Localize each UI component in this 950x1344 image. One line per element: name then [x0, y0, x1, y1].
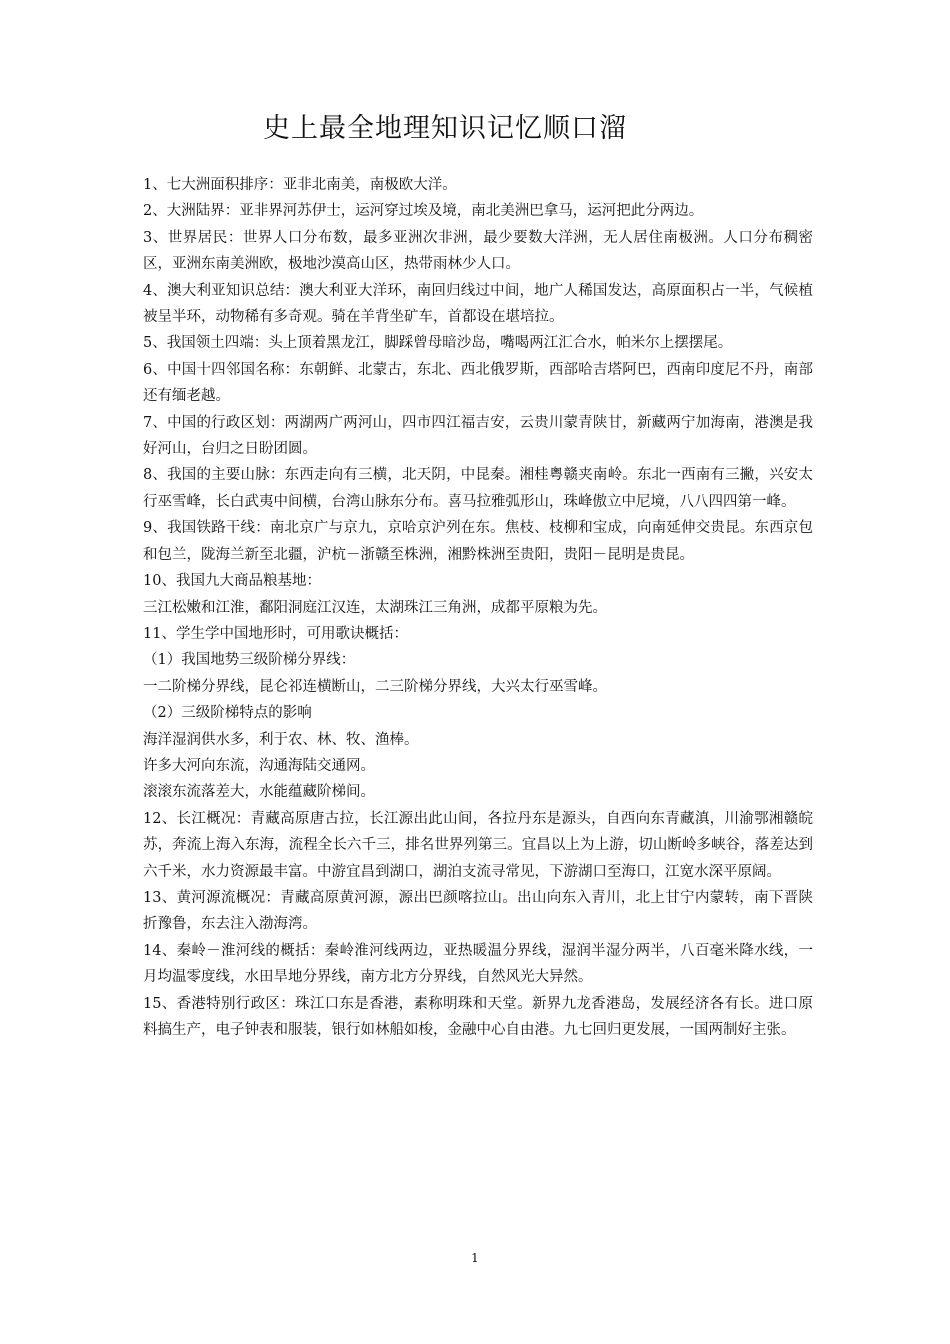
paragraph-10: 10、我国九大商品粮基地：	[143, 573, 321, 590]
document-title: 史上最全地理知识记忆顺口溜	[263, 113, 627, 144]
paragraph-22: 15、香港特别行政区：珠江口东是香港，素称明珠和天堂。新界九龙香港岛，发展经济各有长。进口原料搞生产，电子钟表和服装，银行如林船如梭，金融中心自由港。九七回归更发展，一国两制好主张。	[143, 995, 813, 1038]
paragraph-20: 13、黄河源流概况：青藏高原黄河源，源出巴颜喀拉山。出山向东入青川，北上甘宁内蒙转，南下晋陕折豫鲁，东去注入渤海湾。	[143, 889, 813, 933]
paragraph-4: 4、澳大利亚知识总结：澳大利亚大洋环，南回归线过中间，地广人稀国发达，高原面积占一半，气候植被呈半环，动物稀有多奇观。骑在羊背坐矿车，首都设在堪培拉。	[143, 282, 813, 326]
paragraph-7: 7、中国的行政区划：两湖两广两河山，四市四江福吉安，云贵川蒙青陕甘，新藏两宁加海南，港澳是我好河山，台归之日盼团圆。	[143, 414, 813, 458]
paragraph-14: 一二阶梯分界线，昆仑祁连横断山，二三阶梯分界线，大兴太行巫雪峰。	[143, 678, 607, 695]
paragraph-11: 三江松嫩和江淮，鄱阳洞庭江汉连，太湖珠江三角洲，成都平原粮为先。	[143, 599, 607, 616]
paragraph-15: （2）三级阶梯特点的影响	[143, 705, 312, 722]
document-body	[143, 172, 813, 1043]
paragraph-19: 12、长江概况：青藏高原唐古拉，长江源出此山间，各拉丹东是源头，自西向东青藏滇，川渝鄂湘赣皖苏，奔流上海入东海，流程全长六千三，排名世界列第三。宜昌以上为上游，切山断岭多峡谷，落差达到六千米，水力资源最丰富。中游宜昌到湖口，湖泊支流寻常见，下游湖口至海口，江宽水深平原阔。	[143, 810, 813, 880]
page-number: 1	[471, 1251, 479, 1265]
paragraph-17: 许多大河向东流，沟通海陆交通网。	[143, 757, 375, 774]
paragraph-9: 9、我国铁路干线：南北京广与京九，京哈京沪列在东。焦枝、枝柳和宝成，向南延伸交贵昆。东西京包和包兰，陇海兰新至北疆，沪杭－浙赣至株洲，湘黔株洲至贵阳，贵阳－昆明是贵昆。	[143, 520, 813, 563]
paragraph-8: 8、我国的主要山脉：东西走向有三横，北天阴，中昆秦。湘桂粤赣夹南岭。东北一西南有三撇，兴安太行巫雪峰，长白武夷中间横，台湾山脉东分布。喜马拉雅弧形山，珠峰傲立中尼境，八八四四第一峰。	[143, 467, 813, 510]
paragraph-3: 3、世界居民：世界人口分布数，最多亚洲次非洲，最少要数大洋洲，无人居住南极洲。人口分布稠密区，亚洲东南美洲欧，极地沙漠高山区，热带雨林少人口。	[143, 229, 813, 273]
paragraph-2: 2、大洲陆界：亚非界河苏伊士，运河穿过埃及境，南北美洲巴拿马，运河把此分两边。	[143, 203, 704, 220]
paragraph-1: 1、七大洲面积排序：亚非北南美，南极欧大洋。	[143, 177, 457, 193]
paragraph-18: 滚滚东流落差大，水能蕴藏阶梯间。	[143, 784, 375, 801]
paragraph-12: 11、学生学中国地形时，可用歌诀概括：	[143, 625, 408, 642]
paragraph-13: （1）我国地势三级阶梯分界线：	[143, 652, 356, 669]
paragraph-16: 海洋湿润供水多，利于农、林、牧、渔棒。	[143, 731, 419, 748]
paragraph-5: 5、我国领土四端：头上顶着黑龙江，脚踩曾母暗沙岛，嘴喝两江汇合水，帕米尔上摆摆尾。	[143, 335, 733, 352]
paragraph-21: 14、秦岭－淮河线的概括：秦岭淮河线两边，亚热暖温分界线，湿润半湿分两半，八百毫米降水线，一月均温零度线，水田旱地分界线，南方北方分界线，自然风光大异然。	[143, 942, 813, 986]
paragraph-6: 6、中国十四邻国名称：东朝鲜、北蒙古，东北、西北俄罗斯，西部哈吉塔阿巴，西南印度尼不丹，南部还有缅老越。	[143, 361, 813, 405]
